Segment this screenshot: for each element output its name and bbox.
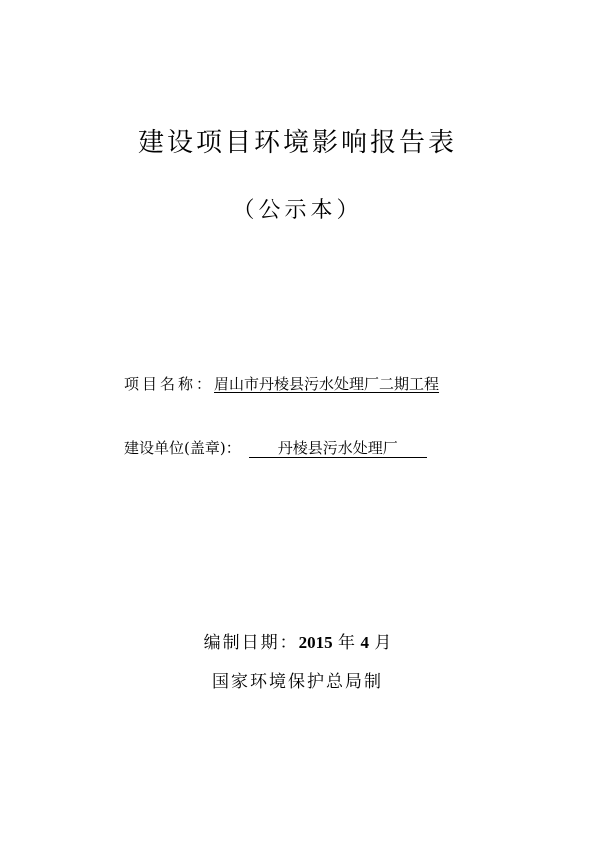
compile-date-label: 编制日期： [203, 633, 299, 653]
construction-unit-label: 建设单位(盖章)： [124, 439, 241, 457]
construction-unit-value: 丹棱县污水处理厂 [249, 439, 427, 458]
construction-unit-row [124, 438, 427, 458]
compile-date-month: 4 [360, 633, 369, 652]
compile-date-month-suffix: 月 [368, 633, 392, 653]
compile-date-year-suffix: 年 [332, 633, 361, 653]
compile-date [0, 631, 595, 655]
project-name-row [124, 374, 439, 394]
issuer-line: 国家环境保护总局制 [212, 672, 383, 692]
document-title: 建设项目环境影响报告表 [137, 128, 457, 158]
project-name-label: 项目名称： [124, 375, 215, 393]
document-subtitle: （公示本） [232, 198, 363, 223]
compile-date-year: 2015 [298, 633, 333, 652]
project-name-value: 眉山市丹棱县污水处理厂二期工程 [214, 375, 440, 393]
